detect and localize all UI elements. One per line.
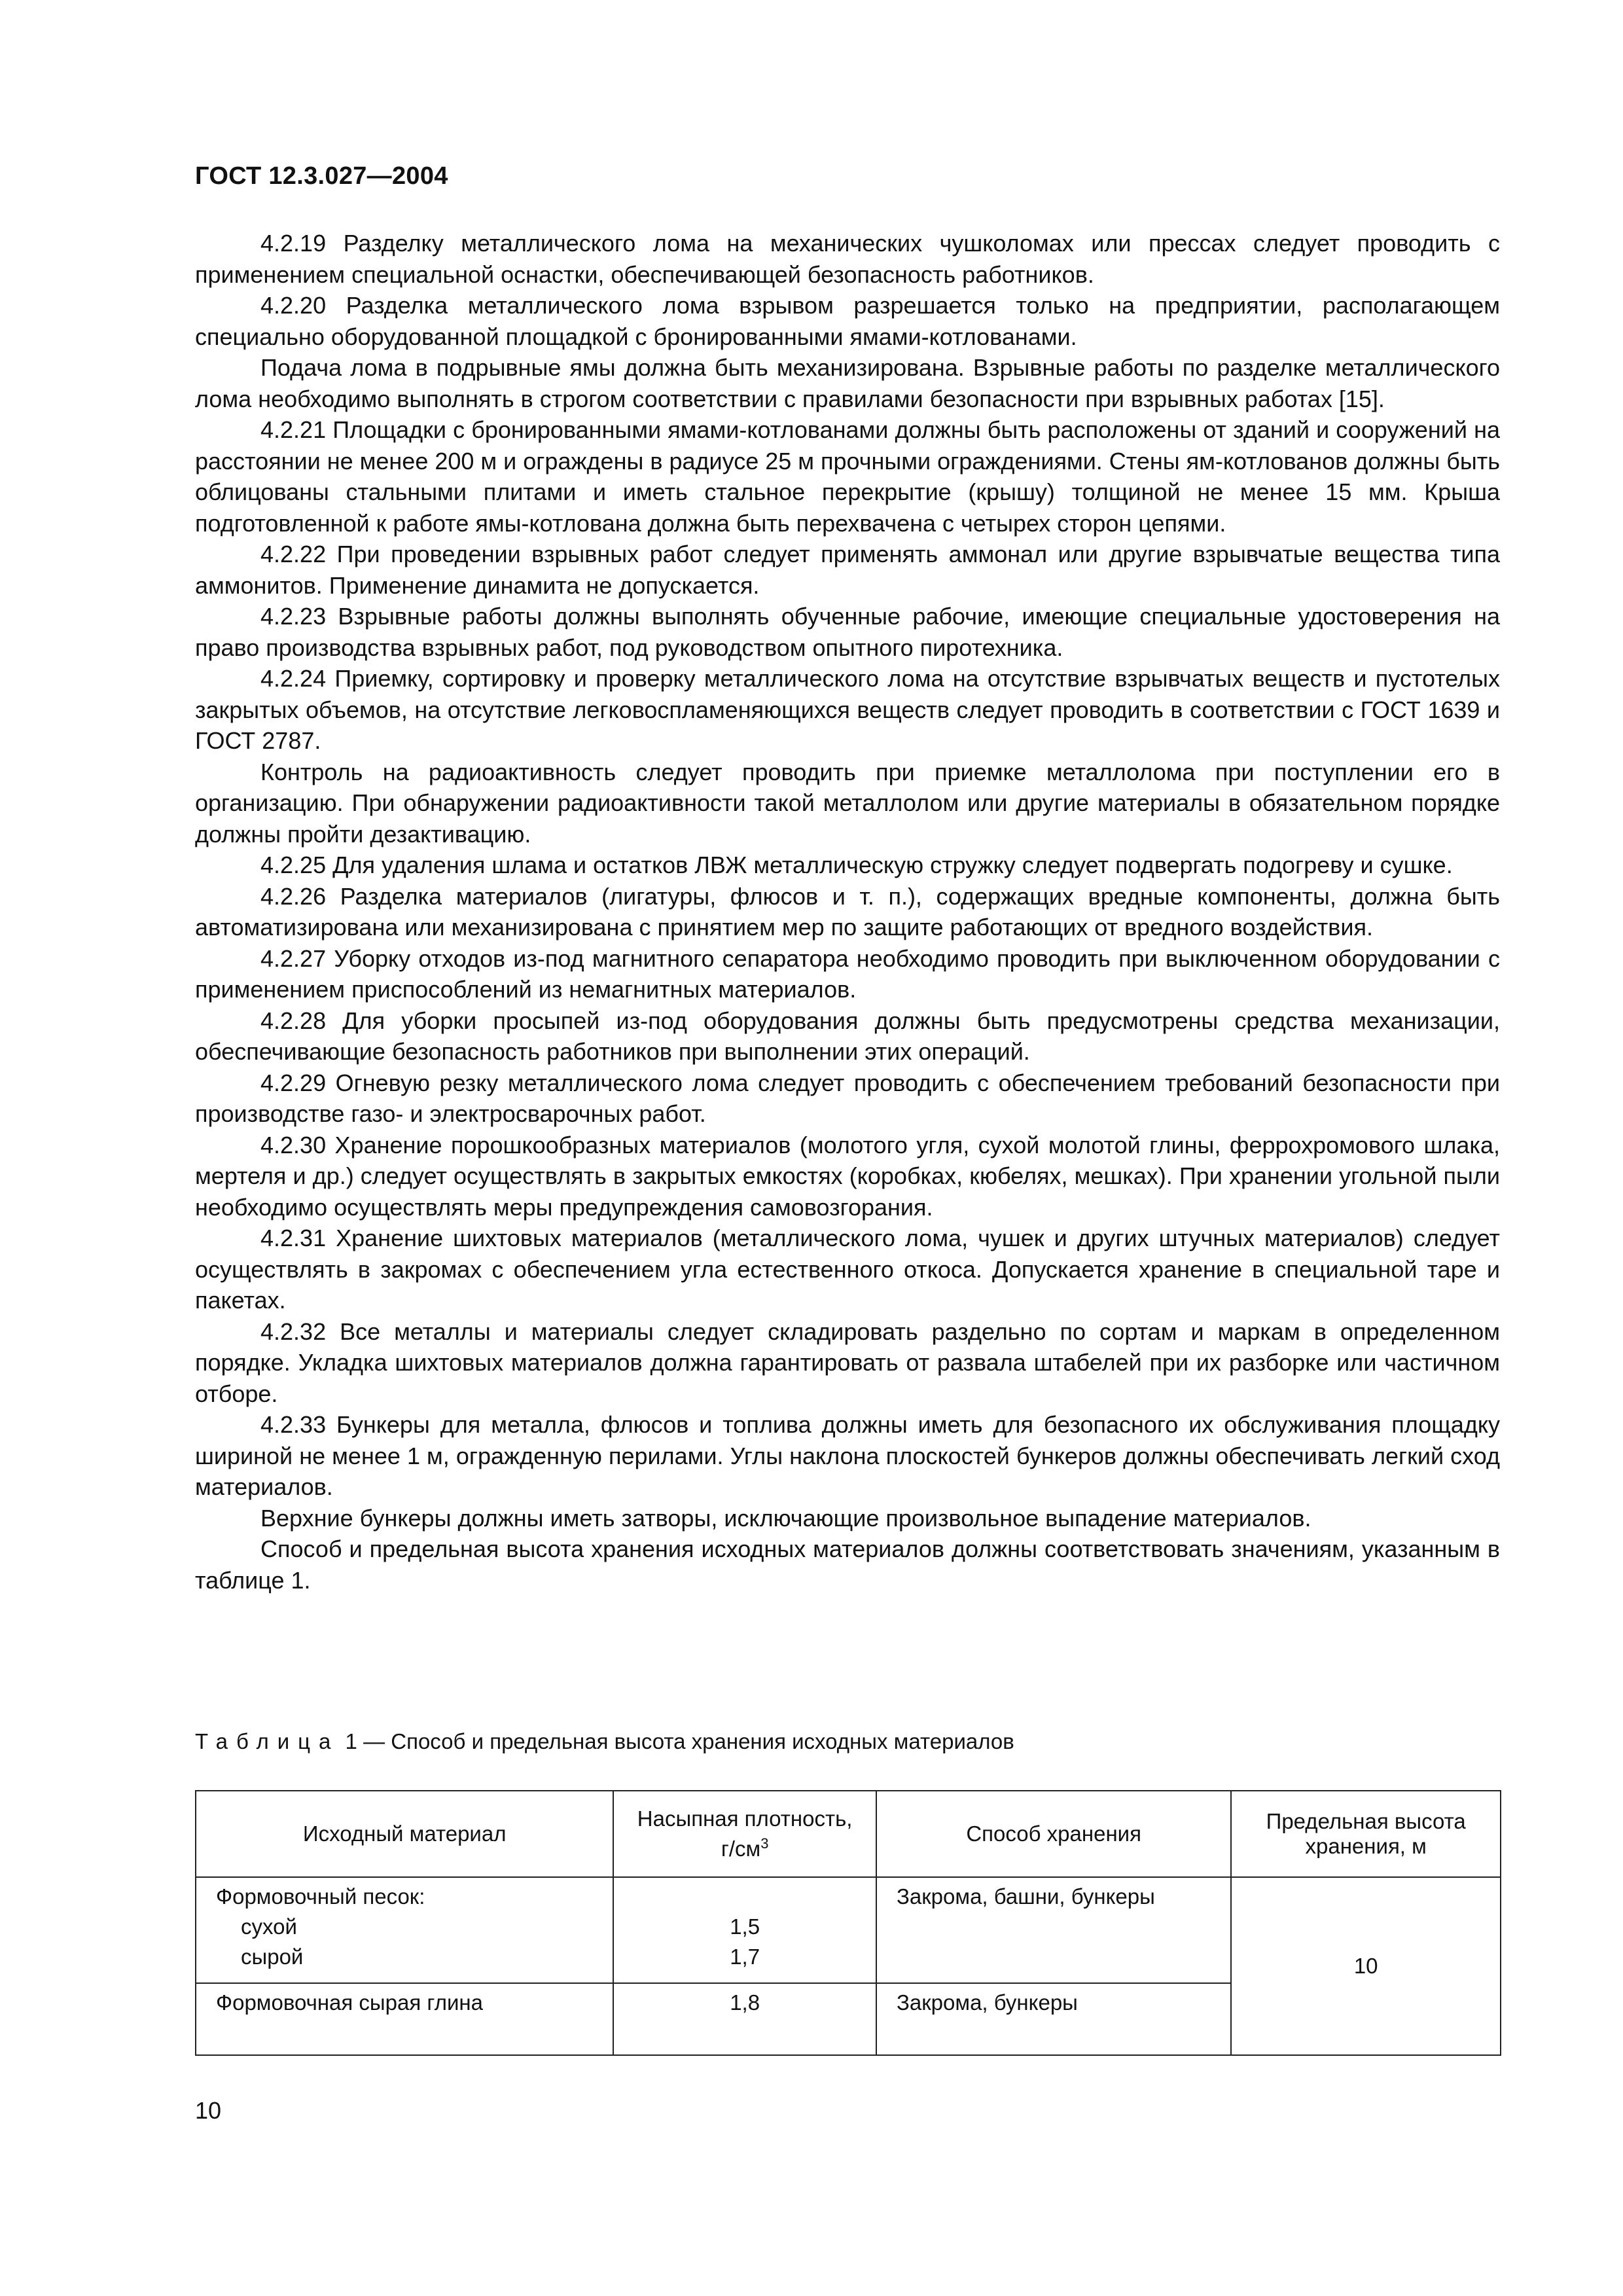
cell-method: Закрома, башни, бункеры: [876, 1877, 1231, 1983]
header-density-exponent: 3: [760, 1835, 769, 1852]
paragraph: Контроль на радиоактивность следует проводить при приемке металлолома при поступлении его в организацию. При обнаружении радиоактивности такой металлолом или другие материалы в обязательном порядке должны пройти дезактивацию.: [195, 758, 1500, 848]
density-value: 1,5: [730, 1914, 760, 1939]
document-body: [195, 228, 1500, 1596]
material-subrow-label: сырой: [241, 1945, 304, 1969]
cell-material: Формовочная сырая глина: [196, 1983, 613, 2055]
storage-table: [195, 1790, 1501, 2056]
paragraph: Подача лома в подрывные ямы должна быть механизирована. Взрывные работы по разделке металлического лома необходимо выполнять в строгом соответствии с правилами безопасности при взрывных работах [15].: [195, 354, 1500, 412]
paragraph: 4.2.29 Огневую резку металлического лома следует проводить с обеспечением требований безопасности при производстве газо- и электросварочных работ.: [195, 1069, 1500, 1127]
paragraph: 4.2.19 Разделку металлического лома на механических чушколомах или прессах следует проводить с применением специальной оснастки, обеспечивающей безопасность работников.: [195, 230, 1500, 288]
paragraph: 4.2.27 Уборку отходов из-под магнитного сепаратора необходимо проводить при выключенном оборудовании с применением приспособлений из немагнитных материалов.: [195, 944, 1500, 1003]
header-height: Предельная высота хранения, м: [1231, 1791, 1501, 1877]
paragraph: Способ и предельная высота хранения исходных материалов должны соответствовать значениям, указанным в таблице 1.: [195, 1535, 1500, 1594]
paragraph: 4.2.28 Для уборки просыпей из-под оборудования должны быть предусмотрены средства механизации, обеспечивающие безопасность работников при выполнении этих операций.: [195, 1007, 1500, 1065]
paragraph: Верхние бункеры должны иметь затворы, исключающие произвольное выпадение материалов.: [260, 1504, 1311, 1532]
header-density: [613, 1791, 876, 1877]
paragraph: 4.2.23 Взрывные работы должны выполнять обученные рабочие, имеющие специальные удостоверения на право производства взрывных работ, под руководством опытного пиротехника.: [195, 603, 1500, 661]
cell-height: 10: [1231, 1877, 1501, 2055]
density-value: 1,7: [730, 1945, 760, 1969]
table-row: [196, 1877, 1501, 1983]
paragraph: 4.2.22 При проведении взрывных работ следует применять аммонал или другие взрывчатые вещества типа аммонитов. Применение динамита не допускается.: [195, 541, 1500, 599]
table-caption-text: 1 — Способ и предельная высота хранения исходных материалов: [339, 1729, 1014, 1753]
paragraph: 4.2.32 Все металлы и материалы следует складировать раздельно по сортам и маркам в определенном порядке. Укладка шихтовых материалов должна гарантировать от развала штабелей при их разборке или частичном отборе.: [195, 1318, 1500, 1407]
header-material: Исходный материал: [196, 1791, 613, 1877]
paragraph: 4.2.30 Хранение порошкообразных материалов (молотого угля, сухой молотой глины, феррохромового шлака, мертеля и др.) следует осуществлять в закрытых емкостях (коробках, кюбелях, мешках). При хранении угольной пыли необходимо осуществлять меры предупреждения самовозгорания.: [195, 1131, 1500, 1221]
header-density-label: Насыпная плотность,: [637, 1806, 853, 1831]
cell-method: Закрома, бункеры: [876, 1983, 1231, 2055]
paragraph: 4.2.24 Приемку, сортировку и проверку металлического лома на отсутствие взрывчатых веществ и пустотелых закрытых объемов, на отсутствие легковоспламеняющихся веществ следует проводить в соответствии с ГОСТ 1639 и ГОСТ 2787.: [195, 665, 1500, 754]
paragraph: 4.2.21 Площадки с бронированными ямами-котлованами должны быть расположены от зданий и сооружений на расстоянии не менее 200 м и ограждены в радиусе 25 м прочными ограждениями. Стены ям-котлованов должны быть облицованы стальными плитами и иметь стальное перекрытие (крышу) толщиной не менее 15 мм. Крыша подготовленной к работе ямы-котлована должна быть перехвачена с четырех сторон цепями.: [195, 416, 1501, 537]
cell-density: [613, 1877, 876, 1983]
table-caption-word: Таблица: [195, 1729, 340, 1753]
table-header-row: [196, 1791, 1501, 1877]
cell-material: [196, 1877, 613, 1983]
paragraph: 4.2.26 Разделка материалов (лигатуры, флюсов и т. п.), содержащих вредные компоненты, должна быть автоматизирована или механизирована с принятием мер по защите работающих от вредного воздействия.: [195, 882, 1500, 941]
header-density-unit: г/см: [721, 1837, 761, 1861]
paragraph: 4.2.33 Бункеры для металла, флюсов и топлива должны иметь для безопасного их обслуживания площадку шириной не менее 1 м, огражденную перилами. Углы наклона плоскостей бункеров должны обеспечивать легкий сход материалов.: [195, 1411, 1500, 1500]
table-caption: [195, 1729, 1014, 1754]
material-subrow-label: сухой: [241, 1914, 297, 1939]
cell-density: 1,8: [613, 1983, 876, 2055]
page-number: 10: [195, 2097, 222, 2124]
document-code-header: ГОСТ 12.3.027—2004: [195, 162, 448, 190]
paragraph: 4.2.20 Разделка металлического лома взрывом разрешается только на предприятии, располагающем специально оборудованной площадкой с бронированными ямами-котлованами.: [195, 292, 1500, 350]
header-method: Способ хранения: [876, 1791, 1231, 1877]
material-name: Формовочный песок:: [216, 1884, 425, 1909]
paragraph: 4.2.25 Для удаления шлама и остатков ЛВЖ металлическую стружку следует подвергать подогреву и сушке.: [260, 852, 1453, 878]
paragraph: 4.2.31 Хранение шихтовых материалов (металлического лома, чушек и других штучных материалов) следует осуществлять в закромах с обеспечением угла естественного откоса. Допускается хранение в специальной таре и пакетах.: [195, 1225, 1500, 1314]
